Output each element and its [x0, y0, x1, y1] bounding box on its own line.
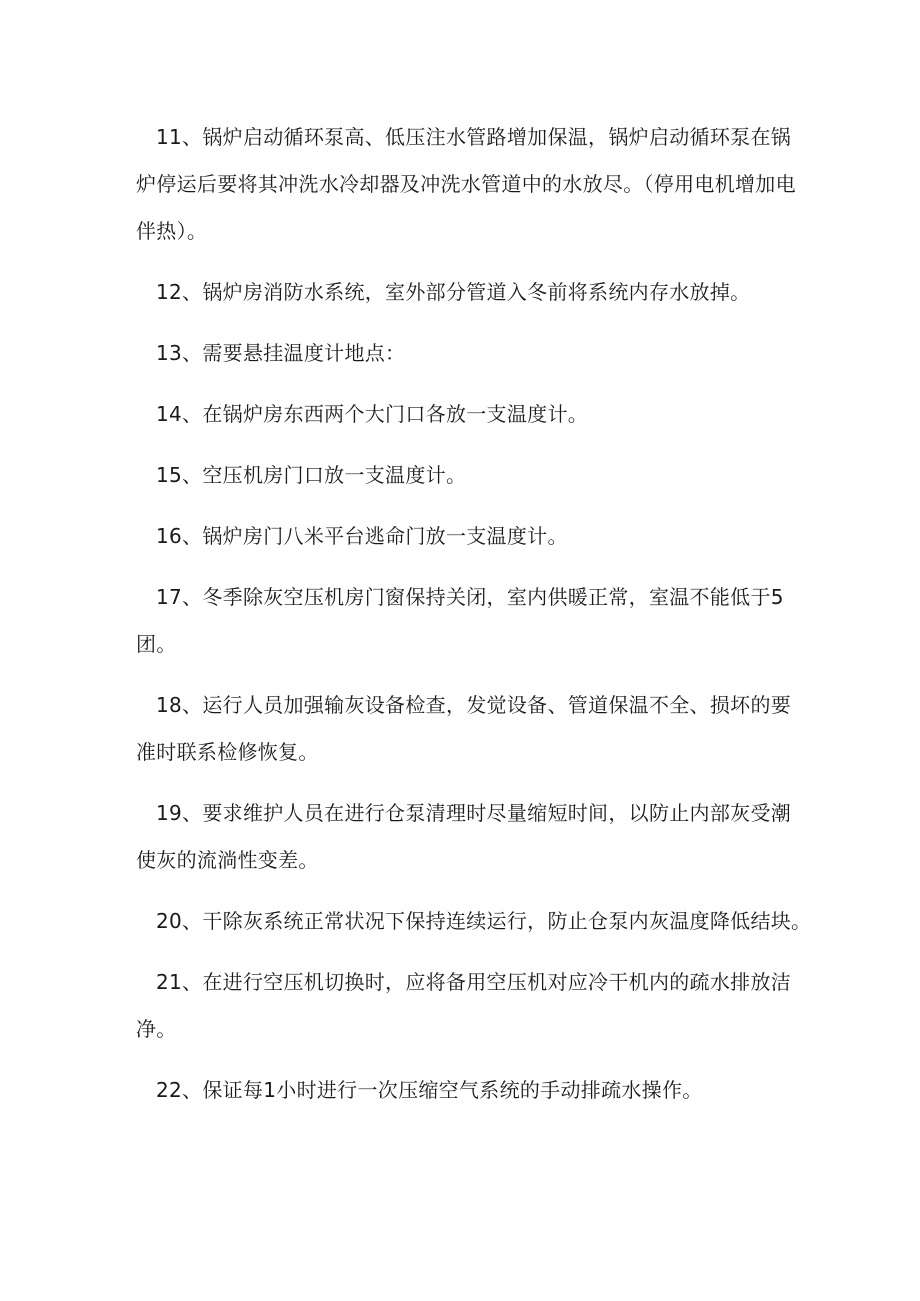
item-13-line-1: 13、需要悬挂温度计地点： [156, 341, 406, 365]
item-19-line-2: 使灰的流淌性变差。 [136, 848, 319, 872]
item-12-line-1: 12、锅炉房消防水系统，室外部分管道入冬前将系统内存水放掉。 [156, 280, 751, 304]
list-item-11 [136, 114, 802, 255]
list-item-18 [136, 682, 802, 776]
item-17-line-2: 团。 [136, 632, 177, 656]
item-11-line-3: 伴热）。 [136, 219, 208, 243]
list-item-19 [136, 790, 802, 884]
item-20-line-1: 20、干除灰系统正常状况下保持连续运行，防止仓泵内灰温度降低结块。 [156, 909, 812, 933]
list-item-12 [136, 269, 802, 316]
item-21-line-1: 21、在进行空压机切换时，应将备用空压机对应冷干机内的疏水排放洁 [156, 970, 792, 994]
item-14-line-1: 14、在锅炉房东西两个大门口各放一支温度计。 [156, 402, 589, 426]
list-item-21 [136, 959, 802, 1053]
item-15-line-1: 15、空压机房门口放一支温度计。 [156, 463, 467, 487]
item-11-line-1: 11、锅炉启动循环泵高、低压注水管路增加保温，锅炉启动循环泵在锅 [156, 125, 792, 149]
document-body [136, 114, 812, 1114]
list-item-15 [136, 452, 802, 499]
list-item-20 [136, 898, 812, 945]
item-22-line-1: 22、保证每1小时进行一次压缩空气系统的手动排疏水操作。 [156, 1078, 703, 1102]
list-item-22 [136, 1067, 802, 1114]
list-item-13 [136, 330, 802, 377]
list-item-16 [136, 513, 802, 560]
list-item-14 [136, 391, 802, 438]
item-16-line-1: 16、锅炉房门八米平台逃命门放一支温度计。 [156, 524, 568, 548]
item-21-line-2: 净。 [136, 1017, 177, 1041]
item-18-line-2: 准时联系检修恢复。 [136, 740, 319, 764]
item-17-line-1: 17、冬季除灰空压机房门窗保持关闭，室内供暖正常，室温不能低于5 [156, 585, 784, 609]
item-19-line-1: 19、要求维护人员在进行仓泵清理时尽量缩短时间，以防止内部灰受潮 [156, 801, 792, 825]
list-item-17 [136, 574, 802, 668]
item-11-line-2: 炉停运后要将其冲洗水冷却器及冲洗水管道中的水放尽。（停用电机增加电 [136, 172, 796, 196]
item-18-line-1: 18、运行人员加强输灰设备检查，发觉设备、管道保温不全、损坏的要 [156, 693, 792, 717]
